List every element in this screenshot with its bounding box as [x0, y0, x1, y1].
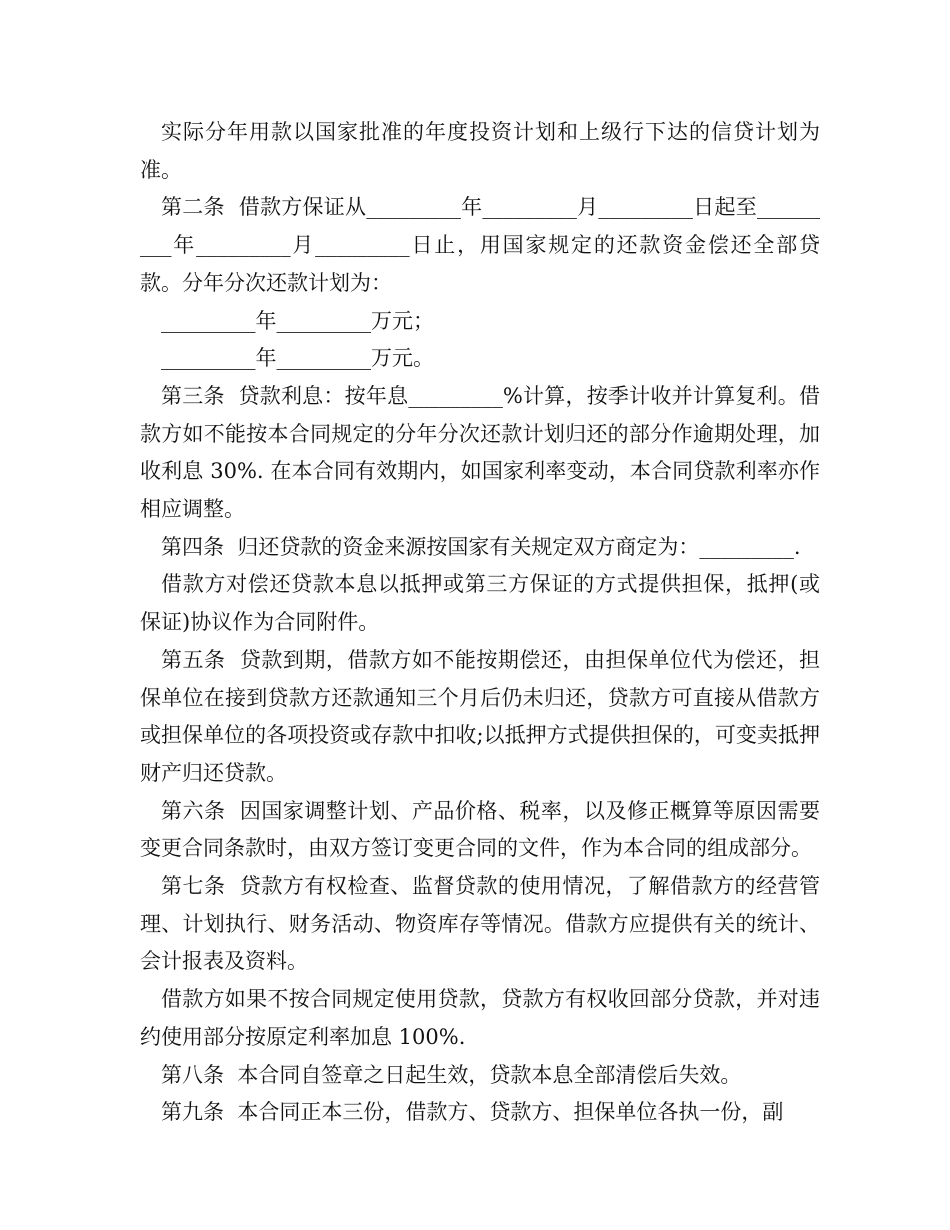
- document-body: [140, 114, 820, 1132]
- paragraph-article-6: 第六条 因国家调整计划、产品价格、税率，以及修正概算等原因需要变更合同条款时，由双方签订变更合同的文件，作为本合同的组成部分。: [140, 798, 820, 861]
- paragraph-article-8: 第八条 本合同自签章之日起生效，贷款本息全部清偿后失效。: [161, 1062, 742, 1087]
- paragraph-investment-plan: 实际分年用款以国家批准的年度投资计划和上级行下达的信贷计划为准。: [140, 120, 820, 182]
- paragraph-article-9: 第九条 本合同正本三份，借款方、贷款方、担保单位各执一份，副: [161, 1100, 784, 1125]
- paragraph-article-3: 第三条 贷款利息：按年息_________%计算，按季计收并计算复利。借款方如不能按本合同规定的分年分次还款计划归还的部分作逾期处理，加收利息 30%. 在本合同有效期内，如国家利率变动，本合同贷款利率亦作相应调整。: [140, 383, 820, 522]
- paragraph-misuse-penalty: 借款方如果不按合同规定使用贷款，贷款方有权收回部分贷款，并对违约使用部分按原定利率加息 100%.: [140, 987, 820, 1049]
- paragraph-repayment-schedule-1: _________年_________万元；: [161, 308, 434, 333]
- paragraph-article-5: 第五条 贷款到期，借款方如不能按期偿还，由担保单位代为偿还，担保单位在接到贷款方还款通知三个月后仍未归还，贷款方可直接从借款方或担保单位的各项投资或存款中扣收;以抵押方式提供担保的，可变卖抵押财产归还贷款。: [140, 647, 820, 785]
- paragraph-article-4: 第四条 归还贷款的资金来源按国家有关规定双方商定为：_________.: [161, 534, 801, 559]
- paragraph-repayment-schedule-2: _________年_________万元。: [161, 346, 434, 371]
- paragraph-article-2: 第二条 借款方保证从_________年_________月_________日起至_________年_________月_________日止，用国家规定的还款资金偿还全部贷款。分年分次还款计划为：: [140, 195, 820, 295]
- paragraph-guarantee: 借款方对偿还贷款本息以抵押或第三方保证的方式提供担保，抵押(或保证)协议作为合同附件。: [140, 572, 820, 635]
- paragraph-article-7: 第七条 贷款方有权检查、监督贷款的使用情况，了解借款方的经营管理、计划执行、财务活动、物资库存等情况。借款方应提供有关的统计、会计报表及资料。: [140, 874, 820, 974]
